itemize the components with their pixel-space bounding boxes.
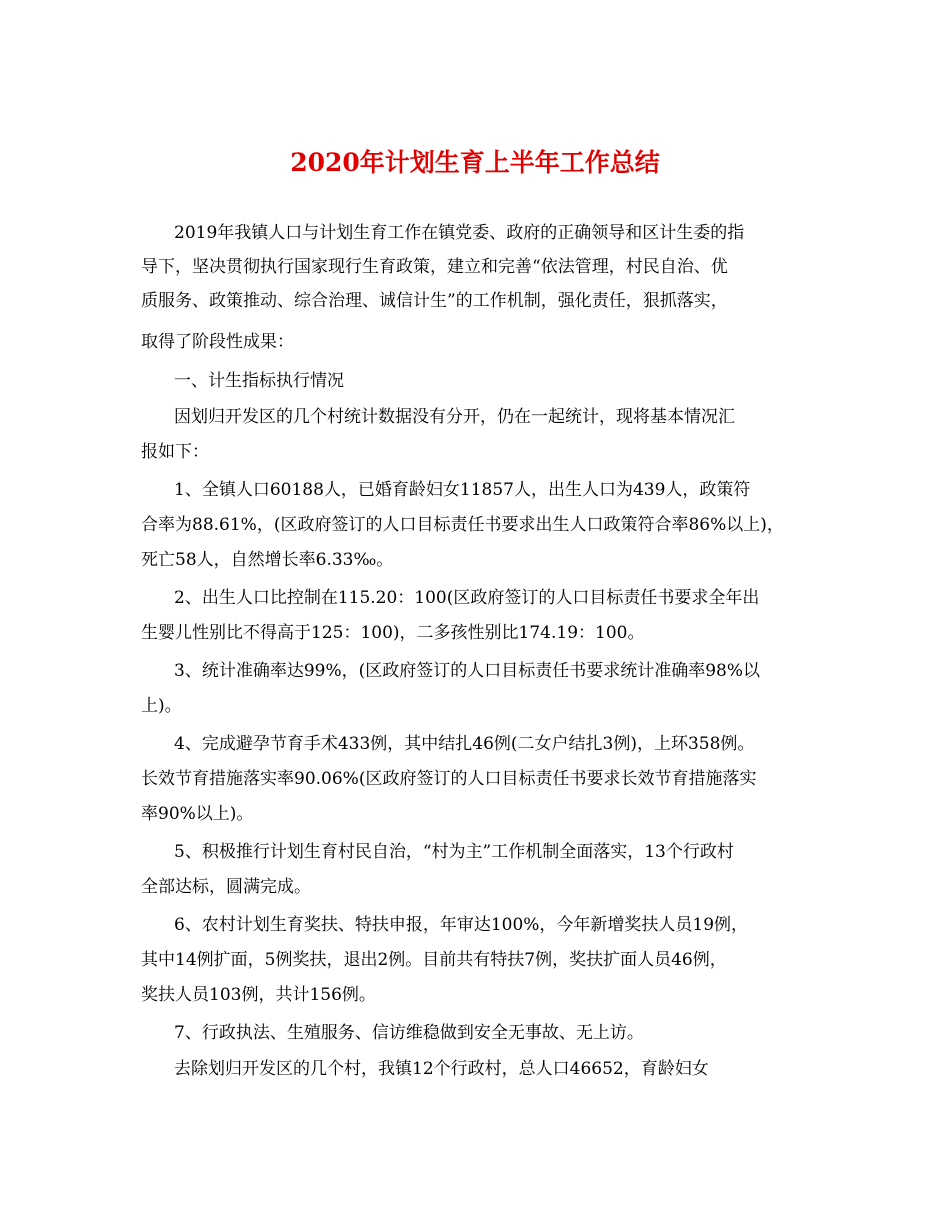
list-item-line: 长效节育措施落实率90.06%(区政府签订的人口目标责任书要求长效节育措施落实 xyxy=(141,769,757,789)
list-item-line: 上)。 xyxy=(141,696,182,716)
paragraph-line: 取得了阶段性成果： xyxy=(141,332,294,352)
document-title: 2020年计划生育上半年工作总结 xyxy=(290,148,660,177)
list-item-line: 其中14例扩面，5例奖扶，退出2例。目前共有特扶7例，奖扶扩面人员46例， xyxy=(141,950,727,970)
list-item-line: 奖扶人员103例，共计156例。 xyxy=(141,985,376,1005)
list-item-line: 2、出生人口比控制在115.20：100(区政府签订的人口目标责任书要求全年出 xyxy=(174,588,760,608)
list-item-line: 5、积极推行计划生育村民自治，“村为主”工作机制全面落实，13个行政村 xyxy=(174,842,734,862)
list-item-line: 3、统计准确率达99%，(区政府签订的人口目标责任书要求统计准确率98%以 xyxy=(174,661,761,681)
list-item-line: 合率为88.61%，(区政府签订的人口目标责任书要求出生人口政策符合率86%以上)， xyxy=(141,515,784,535)
list-item-line: 4、完成避孕节育手术433例，其中结扎46例(二女户结扎3例)，上环358例。 xyxy=(174,734,755,754)
list-item-line: 率90%以上)。 xyxy=(141,804,254,824)
paragraph-line: 因划归开发区的几个村统计数据没有分开，仍在一起统计，现将基本情况汇 xyxy=(174,407,735,427)
paragraph-line: 导下，坚决贯彻执行国家现行生育政策，建立和完善“依法管理，村民自治、优 xyxy=(141,257,728,277)
paragraph-line: 质服务、政策推动、综合治理、诚信计生”的工作机制，强化责任，狠抓落实， xyxy=(141,291,728,311)
list-item-line: 死亡58人，自然增长率6.33‰。 xyxy=(141,550,394,570)
list-item-line: 1、全镇人口60188人，已婚育龄妇女11857人，出生人口为439人，政策符 xyxy=(174,480,751,500)
paragraph-line: 2019年我镇人口与计划生育工作在镇党委、政府的正确领导和区计生委的指 xyxy=(174,223,745,243)
section-heading: 一、计生指标执行情况 xyxy=(174,371,344,391)
list-item-line: 全部达标，圆满完成。 xyxy=(141,877,311,897)
paragraph-line: 报如下： xyxy=(141,442,209,462)
paragraph-line: 去除划归开发区的几个村，我镇12个行政村，总人口46652，育龄妇女 xyxy=(174,1059,709,1079)
list-item-line: 生婴儿性别比不得高于125：100)，二多孩性别比174.19：100。 xyxy=(141,623,645,643)
list-item-line: 6、农村计划生育奖扶、特扶申报，年审达100%，今年新增奖扶人员19例， xyxy=(174,915,749,935)
list-item-line: 7、行政执法、生殖服务、信访维稳做到安全无事故、无上访。 xyxy=(174,1023,644,1043)
